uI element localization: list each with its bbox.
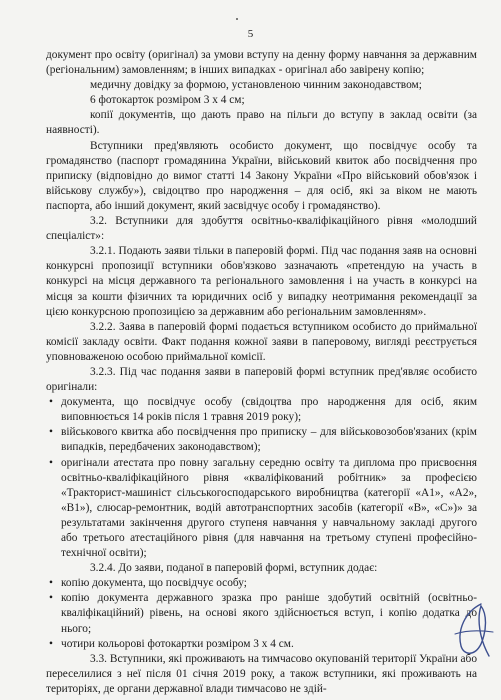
- paragraph: 3.2.4. До заяви, поданої в паперовій формі, вступник додає:: [90, 562, 378, 575]
- bullet-item: • військового квитка або посвідчення про приписку – для військовозобов'язаних (крім випадків, передбачених законодавством);: [46, 425, 477, 455]
- paragraph: 3.2. Вступники для здобуття освітньо-кваліфікаційного рівня «молодший спеціаліст»:: [46, 215, 477, 243]
- document-body: [46, 48, 477, 697]
- page-number: 5: [247, 28, 254, 40]
- paragraph: Вступники пред'являють особисто документ, що посвідчує особу та громадянство (паспорт громадянина України, військовий квиток або посвідчення про приписку (відповідно до вимог статті 14 Закону України «Про військовий обов'язок і військову службу»), свідоцтво про народження – для осіб, які за віком не мають паспорта, або інший документ, який засвідчує особу і громадянство).: [46, 139, 477, 212]
- paragraph: документ про освіту (оригінал) за умови вступу на денну форму навчання за державним (регіональним) замовленням; в інших випадках - оригінал або завірену копію;: [46, 49, 477, 77]
- paragraph: 6 фотокарток розміром 3 х 4 см;: [90, 94, 245, 107]
- bullet-item: • оригінали атестата про повну загальну середню освіту та диплома про присвоєння освітньо-кваліфікаційного рівня «кваліфікований робітник» за професією «Тракторист-машиніст сільськогосподарського виробництва (категорії «А1», «А2», «В1»), слюсар-ремонтник, водій автотранспортних засобів (категорії «В», «С»)» за результатами закінчення другого ступеня навчання у навчальному закладі другого або третього атестаційного рівня (для навчання на третьому ступені професійно-технічної освіти);: [46, 456, 477, 562]
- paragraph: 3.2.3. Під час подання заяви в паперовій формі вступник пред'являє особисто оригінали:: [46, 365, 477, 394]
- bullet-item: • копію документа державного зразка про раніше здобутий освітній (освітньо-кваліфікаційний) рівень, на основі якого здійснюється вступ, і копію додатка до нього;: [46, 591, 477, 636]
- paragraph: 3.3. Вступники, які проживають на тимчасово окупованій території України або переселилися з неї після 01 січня 2019 року, а також вступники, які проживають на територіях, де органи державної влади тимчасово не здій-: [46, 652, 477, 695]
- bullet-item: • документа, що посвідчує особу (свідоцтва про народження для осіб, яким виповнюється 14 років після 1 травня 2019 року);: [46, 395, 477, 425]
- bullet-item: • чотири кольорові фотокартки розміром 3 х 4 см.: [46, 637, 477, 652]
- bullet-item: • копію документа, що посвідчує особу;: [46, 576, 477, 591]
- scan-speck: [236, 18, 238, 20]
- paragraph: 3.2.2. Заява в паперовій формі подається вступником особисто до приймальної комісії закладу освіти. Факт подання кожної заяви в паперовому, вигляді реєструється уповноваженою особою приймальної комісії.: [46, 320, 477, 363]
- handwritten-signature: [451, 600, 495, 660]
- paragraph: медичну довідку за формою, установленою чинним законодавством;: [90, 79, 422, 92]
- paragraph: копії документів, що дають право на пільги до вступу в заклад освіти (за наявності).: [46, 109, 477, 137]
- paragraph: 3.2.1. Подають заяви тільки в паперовій формі. Під час подання заяв на основні конкурсні пропозиції вступники обов'язково зазначають «претендую на участь в конкурсі на місця державного та регіонального замовлення і на участь в конкурсі на місця за кошти фізичних та юридичних осіб у випадку неотримання рекомендації за цією конкурсною пропозицією за державним або регіональним замовленням».: [46, 245, 477, 318]
